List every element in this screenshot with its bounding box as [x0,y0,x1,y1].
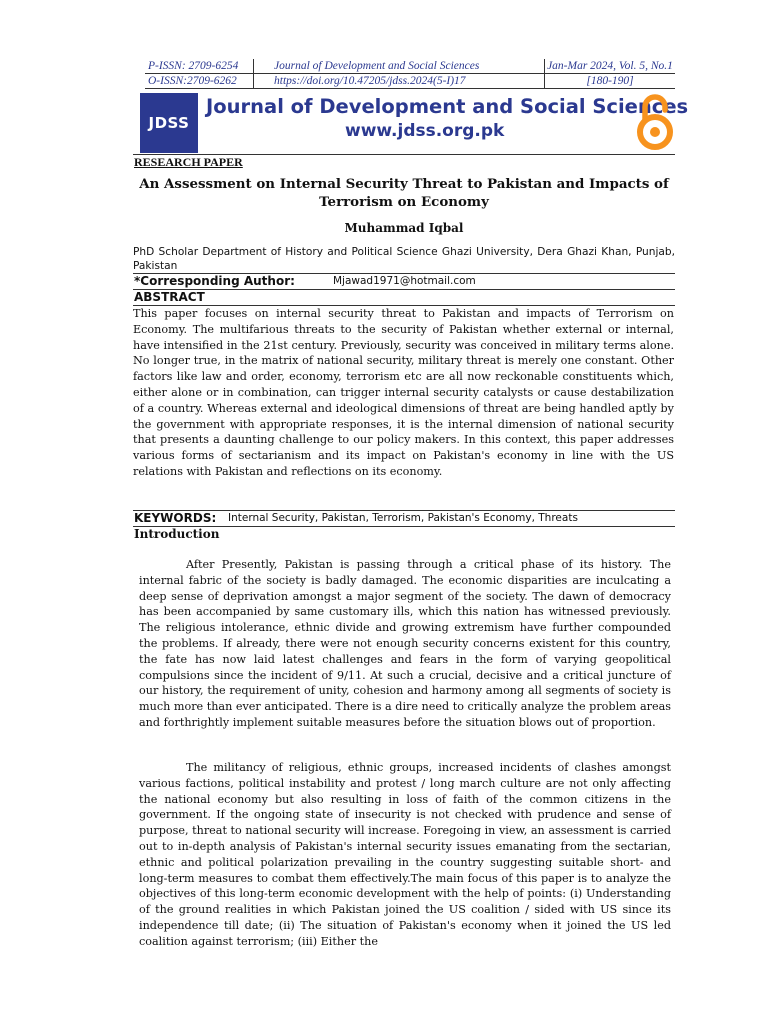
issue-info: Jan-Mar 2024, Vol. 5, No.1 [547,60,673,72]
corresponding-divider [133,289,675,290]
corresponding-label: *Corresponding Author: [134,274,295,288]
jdss-logo: JDSS [140,93,198,153]
author-name: Muhammad Iqbal [344,221,464,235]
keywords-list: Internal Security, Pakistan, Terrorism, Pakistan's Economy, Threats [228,512,578,524]
intro-paragraph: After Presently, Pakistan is passing through a critical phase of its history. The internal fabric of the society is badly damaged. The economic disparities are inculcating a deep sense of deprivation amongst a major segment of the society. The dawn of democracy has been accompanied by same customary ills, which this nation has witnessed previously. The religious intolerance, ethnic divide and growing extremism have further compounded the problems. If already, there were not enough security concerns existent for this country, the fate has now laid latest challenges and fears in the form of varying geopolitical compulsions since the incident of 9/11. At such a crucial, decisive and a critical juncture of our history, the requirement of unity, cohesion and harmony among all segments of society is much more than ever anticipated. There is a dire need to critically analyze the problem areas and forthrightly implement suitable measures before the situation blows out of proportion. [139,558,671,729]
corresponding-email[interactable]: Mjawad1971@hotmail.com [333,275,476,287]
journal-meta-table [145,59,675,88]
p-issn: P-ISSN: 2709-6254 [145,59,254,73]
paper-type: RESEARCH PAPER [134,155,243,169]
intro-paragraph: The militancy of religious, ethnic groups, increased incidents of clashes amongst various factions, political instability and protest / long march culture are not only affecting the national economy but also resulting in loss of faith of the common citizens in the government. If the ongoing state of insecurity is not checked with prudence and sense of purpose, threat to national security will increase. Foregoing in view, an assessment is carried out to in-depth analysis of Pakistan's internal security issues emanating from the sectarian, ethnic and political polarization prevailing in the country suggesting suitable short- and long-term measures to combat them effectively.The main focus of this paper is to analyze the objectives of this long-term economic development with the help of points: (i) Understanding of the ground realities in which Pakistan joined the US coalition / sided with US since its independence till date; (ii) The situation of Pakistan's economy when it joined the US led coalition against terrorism; (iii) Either the [139,761,671,948]
meta-row-2 [145,74,675,88]
meta-row-1 [145,59,675,74]
journal-name-small: Journal of Development and Social Sciences [254,59,545,73]
paper-title: An Assessment on Internal Security Threat to Pakistan and Impacts of Terrorism on Economy [139,176,669,210]
author-affiliation: PhD Scholar Department of History and Political Science Ghazi University, Dera Ghazi Khan, Punjab, Pakistan [133,246,675,272]
journal-title: Journal of Development and Social Sciences [206,95,689,118]
keywords-label: KEYWORDS: [134,511,217,525]
doi-link[interactable]: https://doi.org/10.47205/jdss.2024(5-I)17 [254,74,545,88]
open-access-icon [636,93,674,155]
o-issn: O-ISSN:2709-6262 [145,74,254,88]
meta-divider [145,88,675,89]
page-range: [180-190] [586,75,634,87]
abstract-heading: ABSTRACT [134,290,205,304]
abstract-body: This paper focuses on internal security threat to Pakistan and impacts of Terrorism on Economy. The multifarious threats to the security of Pakistan whether external or internal, have intensified in the 21st century. Previously, security was conceived in military terms alone. No longer true, in the matrix of national security, military threat is merely one constant. Other factors like law and order, economy, terrorism etc are all now reckonable constituents which, either alone or in combination, can trigger internal security catalysts or cause destabilization of a country. Whereas external and ideological dimensions of threat are being handled aptly by the government with appropriate responses, it is the internal dimension of national security that presents a daunting challenge to our policy makers. In this context, this paper addresses various forms of sectarianism and its impact on Pakistan's economy in line with the US relations with Pakistan and reflections on its economy. [133,307,674,478]
introduction-heading: Introduction [134,527,220,541]
journal-website[interactable]: www.jdss.org.pk [345,121,505,141]
